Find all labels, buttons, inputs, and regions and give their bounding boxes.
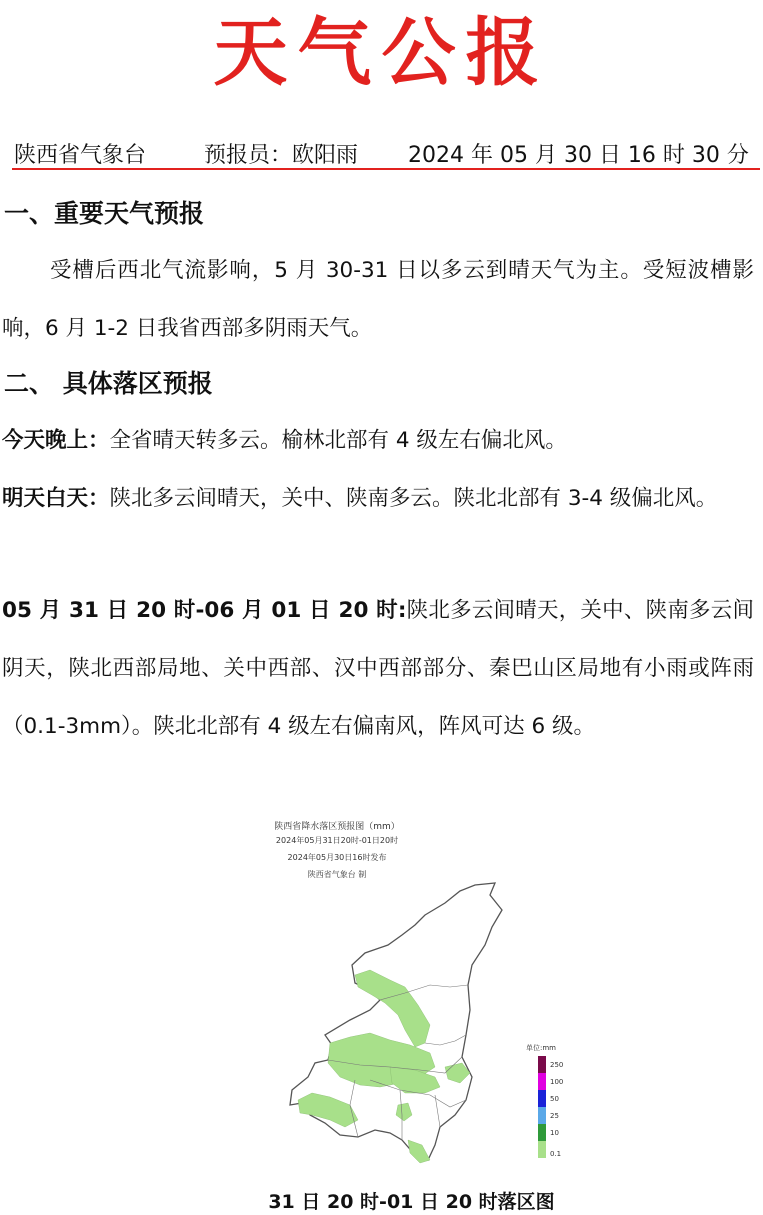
bulletin-title: 天气公报 <box>213 10 550 96</box>
header-divider <box>12 168 760 170</box>
forecast-tonight <box>2 412 754 470</box>
section-1-body: 受槽后西北气流影响，5 月 30-31 日以多云到晴天气为主。受短波槽影响，6 月 1-2 日我省西部多阴雨天气。 <box>2 258 754 341</box>
legend-label-100: 100 <box>550 1078 564 1086</box>
forecast-period-label: 05 月 31 日 20 时-06 月 01 日 20 时: <box>2 598 407 623</box>
forecast-tonight-text: 全省晴天转多云。榆林北部有 4 级左右偏北风。 <box>109 428 567 453</box>
shaanxi-outline <box>290 883 502 1160</box>
map-issued: 2024年05月30日16时发布 <box>287 853 387 862</box>
forecast-tonight-label: 今天晚上： <box>2 428 110 453</box>
legend-label-10: 10 <box>550 1129 559 1137</box>
legend-bar <box>538 1056 546 1158</box>
legend-swatch-25 <box>538 1107 546 1124</box>
precipitation-map <box>240 815 570 1170</box>
forecaster-name: 预报员：欧阳雨 <box>204 143 359 168</box>
legend-label-50: 50 <box>550 1095 559 1103</box>
forecast-tomorrow-text: 陕北多云间晴天，关中、陕南多云。陕北北部有 3-4 级偏北风。 <box>109 486 718 511</box>
forecast-tomorrow <box>2 470 754 528</box>
section-2-heading: 二、 具体落区预报 <box>4 369 213 398</box>
forecast-tomorrow-label: 明天白天： <box>2 486 110 511</box>
legend-swatch-0-1 <box>538 1141 546 1158</box>
legend-swatch-100 <box>538 1073 546 1090</box>
legend-label-250: 250 <box>550 1061 564 1069</box>
legend-label-25: 25 <box>550 1112 559 1120</box>
map-producer: 陕西省气象台 制 <box>307 870 367 879</box>
legend-label-0-1: 0.1 <box>550 1150 562 1158</box>
section-1-heading: 一、重要天气预报 <box>4 199 205 228</box>
agency-name: 陕西省气象台 <box>14 143 147 168</box>
legend-swatch-10 <box>538 1124 546 1141</box>
map-title: 陕西省降水落区预报图（mm） <box>274 822 400 832</box>
forecast-period <box>2 582 754 756</box>
bulletin-header <box>12 142 757 170</box>
forecast-period-text: 陕北多云间晴天，关中、陕南多云间阴天，陕北西部局地、关中西部、汉中西部部分、秦巴山区局地有小雨或阵雨（0.1-3mm）。陕北北部有 4 级左右偏南风，阵风可达 6 级。 <box>2 598 754 739</box>
map-period: 2024年05月31日20时-01日20时 <box>275 836 399 845</box>
map-caption: 31 日 20 时-01 日 20 时落区图 <box>268 1191 555 1213</box>
legend-swatch-50 <box>538 1090 546 1107</box>
issue-datetime: 2024 年 05 月 30 日 16 时 30 分 <box>408 143 749 168</box>
legend-swatch-250 <box>538 1056 546 1073</box>
legend-title: 单位:mm <box>526 1044 556 1052</box>
